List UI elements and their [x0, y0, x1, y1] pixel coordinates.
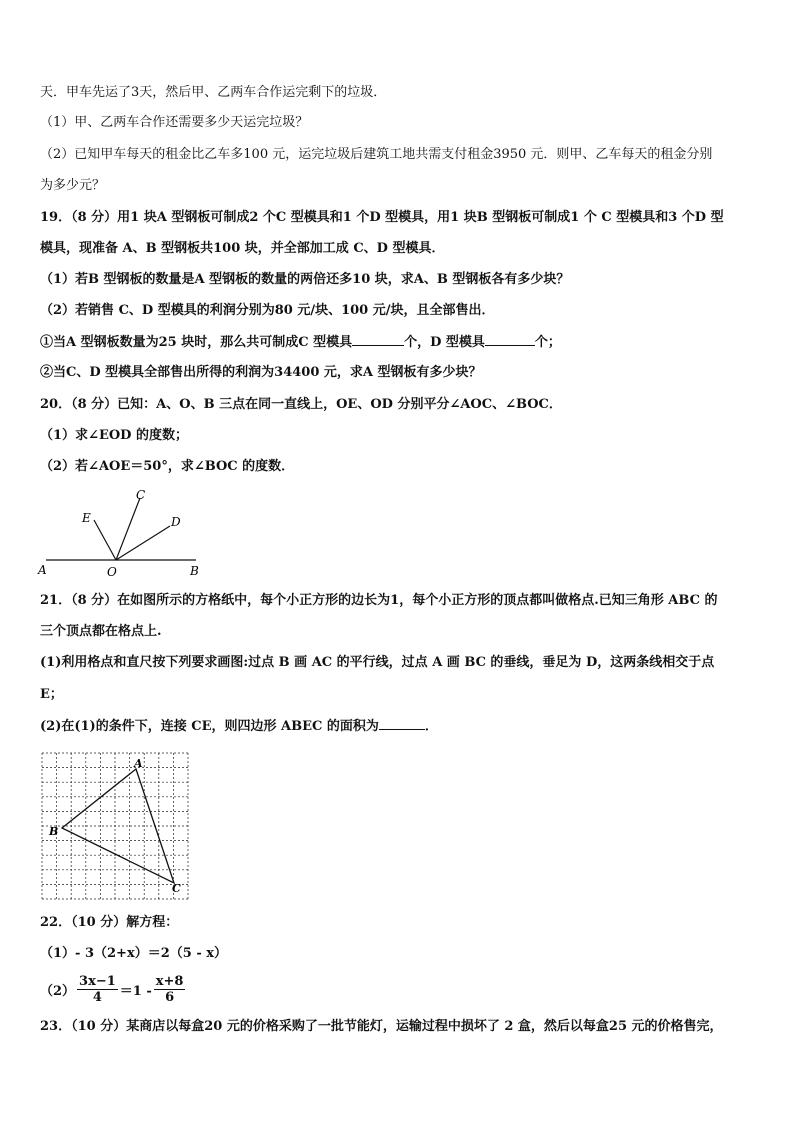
- label-a: A: [38, 563, 47, 577]
- question-21: 21．（8 分）在如图所示的方格纸中，每个小正方形的边长为1，每个小正方形的顶点都叫做格点.已知三角形 ABC 的: [40, 593, 718, 608]
- text-segment: ．: [424, 719, 438, 734]
- question-23: 23．（10 分）某商店以每盒20 元的价格采购了一批节能灯，运输过程中损坏了 2 盒，然后以每盒25 元的价格售完，: [40, 1019, 723, 1034]
- question-22-part-2: [40, 974, 187, 1005]
- question-19-part-1: （1）若B 型钢板的数量是A 型钢板的数量的两倍还多10 块，求A、B 型钢板各有多少块？: [40, 272, 570, 287]
- question-21-part-1: (1)利用格点和直尺按下列要求画图:过点 B 画 AC 的平行线，过点 A 画 BC 的垂线，垂足为 D，这两条线相交于点: [40, 655, 715, 670]
- label-c: C: [172, 882, 181, 895]
- text-segment: 个，D 型模具: [404, 335, 485, 350]
- fraction: [154, 974, 186, 1005]
- ray-oc: [116, 498, 140, 560]
- text-line: 天．甲车先运了3天，然后甲、乙两车合作运完剩下的垃圾．: [40, 85, 387, 100]
- text-segment: ＝1 -: [119, 984, 152, 999]
- question-18-part-2: （2）已知甲车每天的租金比乙车多100 元，运完垃圾后建筑工地共需支付租金3950 元．则甲、乙车每天的租金分别: [40, 147, 713, 162]
- answer-blank: [379, 717, 425, 730]
- answer-blank: [352, 333, 404, 346]
- answer-blank: [485, 333, 535, 346]
- question-22: 22．（10 分）解方程：: [40, 915, 179, 930]
- label-d: D: [171, 515, 181, 529]
- numerator: x+8: [155, 974, 184, 989]
- question-20-part-2: （2）若∠AOE＝50°，求∠BOC 的度数．: [40, 459, 295, 474]
- ray-oe: [94, 520, 116, 560]
- question-19-sub-2: ②当C、D 型模具全部售出所得的利润为34400 元，求A 型钢板有多少块？: [40, 365, 482, 380]
- label-b: B: [49, 825, 59, 838]
- text-line: 模具，现准备 A、B 型钢板共100 块，并全部加工成 C、D 型模具．: [40, 241, 445, 256]
- label-b: B: [190, 564, 199, 578]
- question-21-part-2: [40, 717, 438, 736]
- question-19: 19．（8 分）用1 块A 型钢板可制成2 个C 型模具和1 个D 型模具，用1 块B 型钢板可制成1 个 C 型模具和3 个D 型: [40, 210, 724, 225]
- question-18-part-1: （1）甲、乙两车合作还需要多少天运完垃圾？: [40, 115, 309, 130]
- angle-figure: [30, 482, 220, 582]
- text-segment: （2）: [40, 984, 76, 999]
- question-22-part-1: （1）- 3（2+x）＝2（5 - x）: [40, 946, 227, 961]
- label-o: O: [107, 565, 117, 579]
- label-c: C: [136, 488, 146, 502]
- text-line: 三个顶点都在格点上.: [40, 624, 162, 639]
- text-segment: (2)在(1)的条件下，连接 CE，则四边形 ABEC 的面积为: [40, 719, 379, 734]
- question-20: 20．（8 分）已知：A、O、B 三点在同一直线上，OE、OD 分别平分∠AOC、∠BOC．: [40, 397, 562, 412]
- denominator: 6: [165, 990, 175, 1005]
- question-20-part-1: （1）求∠EOD 的度数；: [40, 428, 188, 443]
- grid-figure: [40, 751, 192, 901]
- text-line: 为多少元？: [40, 178, 106, 193]
- text-segment: ①当A 型钢板数量为25 块时，那么共可制成C 型模具: [40, 335, 353, 350]
- text-segment: 个；: [534, 335, 561, 350]
- fraction: [77, 974, 118, 1005]
- question-19-part-2: （2）若销售 C、D 型模具的利润分别为80 元/块、100 元/块，且全部售出．: [40, 303, 495, 318]
- denominator: 4: [92, 990, 102, 1005]
- question-19-sub-1: [40, 333, 561, 352]
- numerator: 3x−1: [79, 974, 116, 989]
- label-e: E: [82, 511, 91, 525]
- ray-od: [116, 526, 170, 560]
- label-a: A: [134, 757, 143, 770]
- text-line: E；: [40, 687, 63, 702]
